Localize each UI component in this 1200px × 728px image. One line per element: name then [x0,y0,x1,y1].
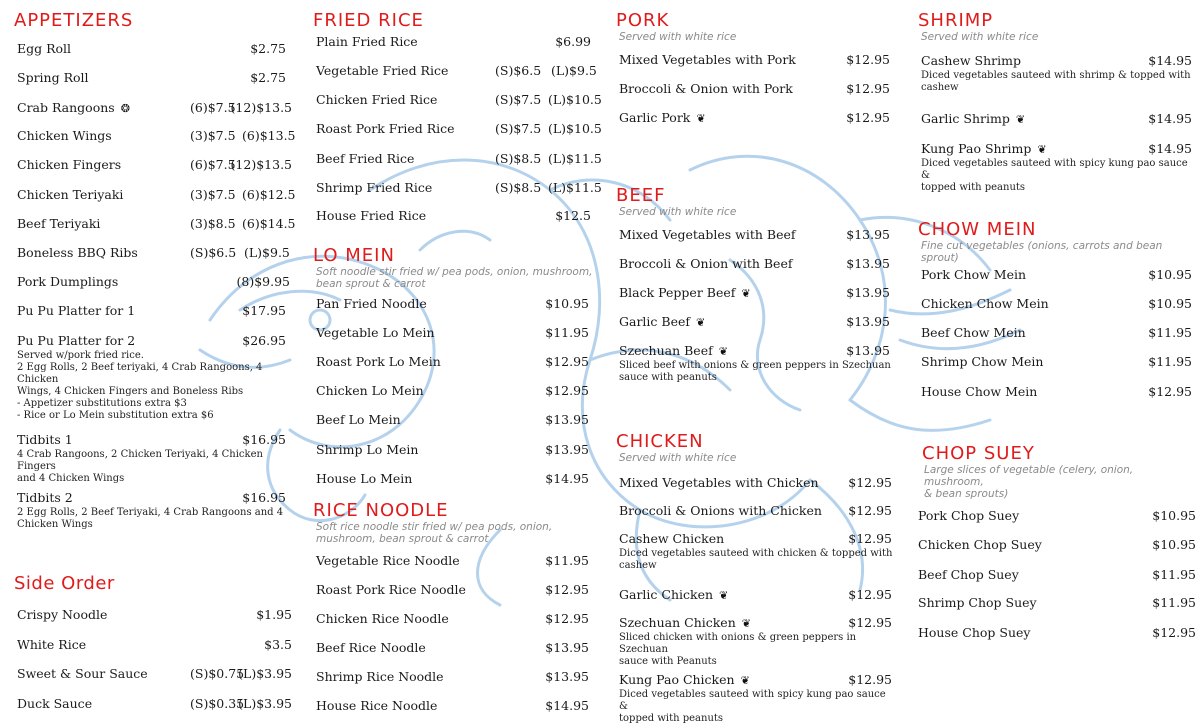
desc-line: 4 Crab Rangoons, 2 Chicken Teriyaki, 4 Chicken Fingers [17,449,263,472]
desc-line: - Rice or Lo Mein substitution extra $6 [17,410,214,421]
item-name: Chicken Fried Rice [316,92,438,107]
item-price: $2.75 [250,41,286,56]
item-price: $17.95 [242,303,286,318]
item-name: Cashew Chicken [619,531,725,546]
section-subtitle [921,240,1196,264]
item-name: Broccoli & Onions with Chicken [619,503,822,518]
item-name: Szechuan Beef [619,343,713,358]
desc-line: sauce with Peanuts [619,656,717,667]
subtitle-line: Served with white rice [619,31,737,43]
item-name: House Chow Mein [921,384,1038,399]
desc-line: Diced vegetables sauteed with shrimp & topped with [921,70,1191,81]
item-name-wrap [921,141,1047,156]
item-name: Crispy Noodle [17,607,108,622]
item-name-wrap [619,314,705,329]
item-name: Shrimp Lo Mein [316,442,419,457]
item-name: House Lo Mein [316,471,413,486]
section-title-chop-suey: CHOP SUEY [922,443,1035,464]
section-title-chicken: CHICKEN [616,431,704,452]
section-subtitle [619,452,736,464]
item-name-wrap [619,110,706,125]
item-price: $12.95 [545,582,589,597]
item-name-wrap [619,587,728,602]
desc-line: Diced vegetables sauteed with spicy kung pao sauce & [921,158,1188,181]
item-price-large: (L)$10.5 [548,121,602,136]
item-price-small: (S)$7.5 [495,92,542,107]
item-price: $11.95 [1152,567,1196,582]
item-name: Spring Roll [17,70,89,85]
desc-line: Sliced chicken with onions & green peppers in Szechuan [619,632,857,655]
desc-line: topped with peanuts [619,713,724,724]
item-price: $12.95 [846,52,890,67]
section-subtitle [921,31,1038,43]
item-name: Chicken Rice Noodle [316,611,449,626]
item-price-large: (12)$13.5 [230,100,292,115]
item-description [17,507,283,531]
item-price: $12.95 [848,531,892,546]
item-name: Chicken Fingers [17,157,122,172]
item-description [17,449,292,485]
dragon-watermark [170,110,1050,610]
item-name-wrap [619,615,751,630]
item-description [921,70,1191,94]
item-price: $13.95 [846,314,890,329]
item-description [619,689,894,725]
item-description [619,360,891,384]
item-name: Garlic Shrimp [921,111,1010,126]
item-price: $13.95 [846,227,890,242]
item-name: Chicken Chow Mein [921,296,1049,311]
chili-pepper-icon: ❦ [1015,113,1026,126]
item-price-large: (L)$9.5 [244,245,290,260]
item-price: $11.95 [1148,325,1192,340]
item-name: Chicken Wings [17,128,112,143]
desc-line: topped with peanuts [921,182,1026,193]
item-price: $14.95 [545,698,589,713]
item-name: Szechuan Chicken [619,615,736,630]
chili-pepper-icon: ❦ [1037,143,1047,156]
item-name-wrap [619,343,728,358]
item-name: Pork Dumplings [17,274,119,289]
item-price: $12.95 [848,503,892,518]
item-price-small: (S)$8.5 [495,151,542,166]
item-price: $3.5 [264,637,292,652]
item-price-small: (3)$8.5 [190,216,236,231]
item-description [921,158,1196,194]
desc-line: Diced vegetables sauteed with spicy kung pao sauce & [619,689,886,712]
item-price: $12.95 [848,672,892,687]
item-price-small: (6)$7.5 [190,100,236,115]
item-name: Mixed Vegetables with Chicken [619,475,819,490]
item-price: $13.95 [545,442,589,457]
item-name: House Chop Suey [918,625,1031,640]
item-name: Crab Rangoons [17,100,115,115]
subtitle-line: mushroom, bean sprout & carrot [316,533,489,545]
subtitle-line: & bean sprouts) [924,488,1009,500]
item-name: Boneless BBQ Ribs [17,245,138,260]
item-name: House Fried Rice [316,208,427,223]
subtitle-line: bean sprout & carrot [316,278,426,290]
item-name: Chicken Teriyaki [17,187,124,202]
section-title-lo-mein: LO MEIN [313,245,395,266]
item-name: House Rice Noodle [316,698,438,713]
item-name-wrap [619,672,750,687]
section-title-appetizers: APPETIZERS [14,10,134,31]
item-price-large: (6)$14.5 [242,216,296,231]
item-price: $12.95 [848,615,892,630]
item-name: Roast Pork Rice Noodle [316,582,466,597]
desc-line: Sliced beef with onions & green peppers in Szechuan [619,360,891,371]
item-name: Vegetable Fried Rice [316,63,449,78]
item-price: $6.99 [555,34,591,49]
subtitle-line: Served with white rice [619,206,737,218]
item-price: $12.5 [555,208,591,223]
subtitle-line: Served with white rice [921,31,1039,43]
desc-line: Served w/pork fried rice. [17,350,144,361]
subtitle-line: Large slices of vegetable (celery, onion, mushroom, [924,464,1134,488]
item-price: $12.95 [848,475,892,490]
item-price: $12.95 [545,383,589,398]
item-name: Kung Pao Chicken [619,672,735,687]
item-name: Beef Teriyaki [17,216,101,231]
section-subtitle [924,464,1196,500]
chili-pepper-icon: ❦ [740,674,750,687]
item-price-large: (L)$10.5 [548,92,602,107]
item-name: Black Pepper Beef [619,285,736,300]
desc-line: cashew [921,82,959,93]
desc-line: Wings, 4 Chicken Fingers and Boneless Ribs [17,386,244,397]
chili-pepper-icon: ❦ [696,112,706,125]
item-price-small: (3)$7.5 [190,128,236,143]
chili-pepper-icon: ❦ [696,316,706,329]
item-price-large: (6)$12.5 [242,187,296,202]
item-name: Egg Roll [17,41,72,56]
subtitle-line: Soft rice noodle stir fried w/ pea pods, onion, [316,521,553,533]
item-price: $11.95 [545,553,589,568]
subtitle-line: Served with white rice [619,452,737,464]
item-price: $12.95 [545,611,589,626]
item-price: $10.95 [1148,296,1192,311]
item-price: $12.95 [545,354,589,369]
item-price: $14.95 [1148,53,1192,68]
desc-line: Chicken Wings [17,519,93,530]
subtitle-line: Fine cut vegetables (onions, carrots and bean sprout) [921,240,1163,264]
item-name: Beef Chow Mein [921,325,1026,340]
desc-line: Diced vegetables sauteed with chicken & topped with [619,548,893,559]
item-name: Pork Chop Suey [918,508,1020,523]
desc-line: sauce with peanuts [619,372,717,383]
item-price: $10.95 [1152,537,1196,552]
item-price-small: (S)$0.35 [190,696,245,711]
item-name: Cashew Shrimp [921,53,1021,68]
item-price: $12.95 [1152,625,1196,640]
item-name: White Rice [17,637,87,652]
item-price: (8)$9.95 [236,274,290,289]
item-price-large: (L)$9.5 [551,63,597,78]
item-price: $12.95 [846,81,890,96]
item-price: $13.95 [545,412,589,427]
item-price: $12.95 [848,587,892,602]
section-title-fried-rice: FRIED RICE [313,10,424,31]
item-price: $13.95 [846,256,890,271]
item-name-wrap [619,285,751,300]
item-name: Pork Chow Mein [921,267,1027,282]
item-name: Beef Chop Suey [918,567,1019,582]
item-name: Vegetable Lo Mein [316,325,435,340]
item-price: $26.95 [242,333,286,348]
item-name-wrap [921,111,1025,126]
desc-line: and 4 Chicken Wings [17,473,125,484]
item-name: Sweet & Sour Sauce [17,666,148,681]
item-name: Shrimp Fried Rice [316,180,433,195]
chili-pepper-icon: ❦ [718,345,728,358]
item-name: Broccoli & Onion with Beef [619,256,793,271]
item-price: $14.95 [545,471,589,486]
chili-pepper-icon: ❦ [741,287,751,300]
section-subtitle [619,31,736,43]
item-price-small: (S)$8.5 [495,180,542,195]
item-name: Kung Pao Shrimp [921,141,1032,156]
desc-line: - Appetizer substitutions extra $3 [17,398,187,409]
item-price-large: (6)$13.5 [242,128,296,143]
item-name: Tidbits 2 [17,490,73,505]
item-price: $10.95 [1148,267,1192,282]
item-name: Shrimp Rice Noodle [316,669,444,684]
item-name: Roast Pork Fried Rice [316,121,455,136]
section-subtitle [619,206,736,218]
item-name: Plain Fried Rice [316,34,418,49]
item-name: Broccoli & Onion with Pork [619,81,793,96]
item-price: $10.95 [545,296,589,311]
desc-line: 2 Egg Rolls, 2 Beef teriyaki, 4 Crab Rangoons, 4 Chicken [17,362,263,385]
item-price: $2.75 [250,70,286,85]
item-name: Vegetable Rice Noodle [316,553,460,568]
section-title-beef: BEEF [616,185,666,206]
chili-pepper-icon: ❦ [741,617,751,630]
item-description [619,548,892,572]
item-price: $1.95 [256,607,292,622]
item-name: Pu Pu Platter for 2 [17,333,136,348]
section-subtitle [316,266,592,290]
item-price: $11.95 [1148,354,1192,369]
section-subtitle [316,521,552,545]
item-price-large: (L)$3.95 [238,696,292,711]
item-price-small: (3)$7.5 [190,187,236,202]
item-name: Garlic Pork [619,110,691,125]
item-name: Tidbits 1 [17,432,73,447]
section-title-rice-noodle: RICE NOODLE [313,500,449,521]
item-price-large: (12)$13.5 [230,157,292,172]
item-price-small: (6)$7.5 [190,157,236,172]
item-description [17,350,292,422]
subtitle-line: Soft noodle stir fried w/ pea pods, onion, mushroom, [316,266,593,278]
item-price-small: (S)$7.5 [495,121,542,136]
item-name: Pan Fried Noodle [316,296,427,311]
item-name: Mixed Vegetables with Beef [619,227,796,242]
desc-line: 2 Egg Rolls, 2 Beef Teriyaki, 4 Crab Rangoons and 4 [17,507,284,518]
item-price: $12.95 [1148,384,1192,399]
item-price: $12.95 [846,110,890,125]
item-name: Shrimp Chow Mein [921,354,1044,369]
item-price: $16.95 [242,490,286,505]
section-title-chow-mein: CHOW MEIN [918,219,1037,240]
item-name: Chicken Chop Suey [918,537,1042,552]
item-price-small: (S)$0.75 [190,666,245,681]
item-name: Pu Pu Platter for 1 [17,303,136,318]
item-price-large: (L)$11.5 [548,180,602,195]
item-price: $13.95 [846,343,890,358]
section-title-pork: PORK [616,10,670,31]
item-price: $11.95 [545,325,589,340]
item-name: Shrimp Chop Suey [918,595,1037,610]
item-price: $14.95 [1148,141,1192,156]
item-price-large: (L)$11.5 [548,151,602,166]
item-price: $16.95 [242,432,286,447]
item-name: Chicken Lo Mein [316,383,424,398]
item-name: Beef Fried Rice [316,151,415,166]
desc-line: cashew [619,560,657,571]
crab-icon: ❂ [120,102,130,115]
chili-pepper-icon: ❦ [719,589,729,602]
item-price-large: (L)$3.95 [238,666,292,681]
item-name: Beef Rice Noodle [316,640,426,655]
item-name: Beef Lo Mein [316,412,401,427]
item-price-small: (S)$6.5 [190,245,237,260]
item-price: $11.95 [1152,595,1196,610]
item-price: $14.95 [1148,111,1192,126]
section-title-shrimp: SHRIMP [918,10,994,31]
item-description [619,632,894,668]
item-price-small: (S)$6.5 [495,63,542,78]
item-name-wrap [17,100,130,115]
item-price: $10.95 [1152,508,1196,523]
item-price: $13.95 [545,640,589,655]
item-name: Garlic Beef [619,314,690,329]
item-name: Roast Pork Lo Mein [316,354,441,369]
item-name: Garlic Chicken [619,587,714,602]
item-price: $13.95 [545,669,589,684]
item-name: Duck Sauce [17,696,93,711]
section-title-side-order: Side Order [14,573,115,594]
item-price: $13.95 [846,285,890,300]
item-name: Mixed Vegetables with Pork [619,52,796,67]
